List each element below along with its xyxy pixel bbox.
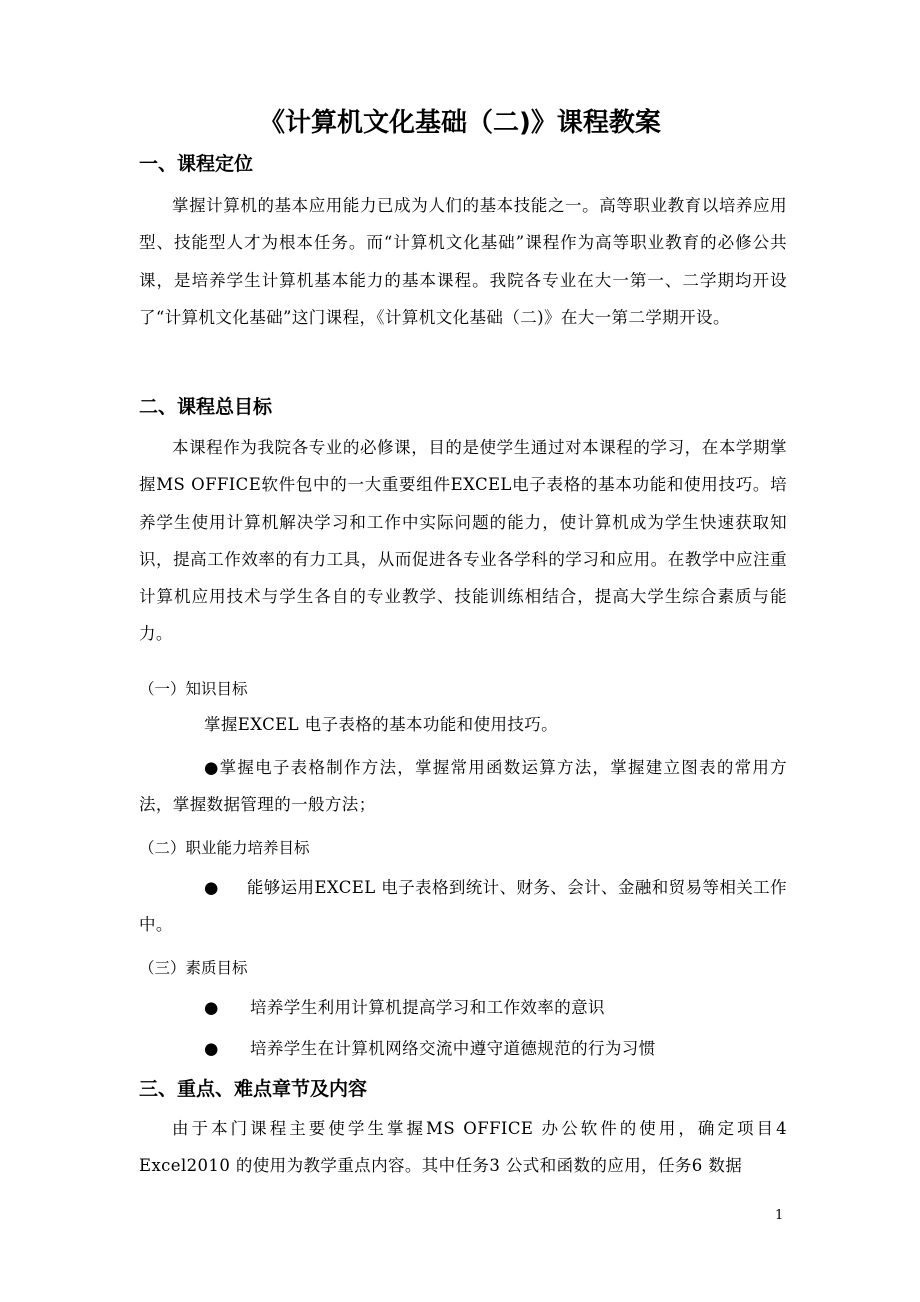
bullet-mark: ●: [204, 1039, 219, 1058]
section-paragraph-overall-goals: 本课程作为我院各专业的必修课，目的是使学生通过对本课程的学习，在本学期掌握MS OFFICE软件包中的一大重要组件EXCEL电子表格的基本功能和使用技巧。培养学生使用计算机解决学习和工作中实际问题的能力，使计算机成为学生快速获取知识，提高工作效率的有力工具，从而促进各专业各学科的学习和应用。在教学中应注重计算机应用技术与学生各自的专业教学、技能训练相结合，提高大学生综合素质与能力。: [139, 438, 787, 644]
quality-goal-text: 培养学生在计算机网络交流中遵守道德规范的行为习惯: [250, 1039, 656, 1058]
section-heading-overall-goals: 二、课程总目标: [139, 396, 273, 418]
vocational-goal-text: 能够运用EXCEL 电子表格到统计、财务、会计、金融和贸易等相关工作中。: [139, 878, 787, 935]
section-heading-course-positioning: 一、课程定位: [139, 153, 254, 175]
quality-goal-bullet: [204, 1036, 804, 1062]
vocational-goal-bullet: [139, 869, 787, 944]
quality-goal-bullet: [204, 995, 804, 1021]
knowledge-goal-bullet: ●掌握电子表格制作方法，掌握常用函数运算方法，掌握建立图表的常用方法，掌握数据管理的一般方法；: [139, 758, 787, 815]
section-paragraph-course-positioning: 掌握计算机的基本应用能力已成为人们的基本技能之一。高等职业教育以培养应用型、技能型人才为根本任务。而“计算机文化基础”课程作为高等职业教育的必修公共课，是培养学生计算机基本能力的基本课程。我院各专业在大一第一、二学期均开设了“计算机文化基础”这门课程，《计算机文化基础（二)》在大一第二学期开设。: [139, 196, 787, 327]
page-number: 1: [775, 1208, 784, 1223]
section-paragraph-key-points: 由于本门课程主要使学生掌握MS OFFICE 办公软件的使用，确定项目4 Excel2010 的使用为教学重点内容。其中任务3 公式和函数的应用，任务6 数据: [139, 1119, 787, 1176]
quality-goal-text: 培养学生利用计算机提高学习和工作效率的意识: [250, 998, 605, 1017]
subsection-label-quality: （三）素质目标: [139, 959, 248, 977]
bullet-mark: ●: [204, 998, 219, 1017]
section-heading-key-points: 三、重点、难点章节及内容: [139, 1078, 368, 1100]
subsection-label-knowledge: （一）知识目标: [139, 680, 248, 698]
document-title: 《计算机文化基础（二)》课程教案: [259, 108, 661, 138]
subsection-label-vocational: （二）职业能力培养目标: [139, 839, 310, 857]
knowledge-goal-text: 掌握EXCEL 电子表格的基本功能和使用技巧。: [204, 715, 559, 734]
bullet-mark: ●: [204, 878, 219, 897]
